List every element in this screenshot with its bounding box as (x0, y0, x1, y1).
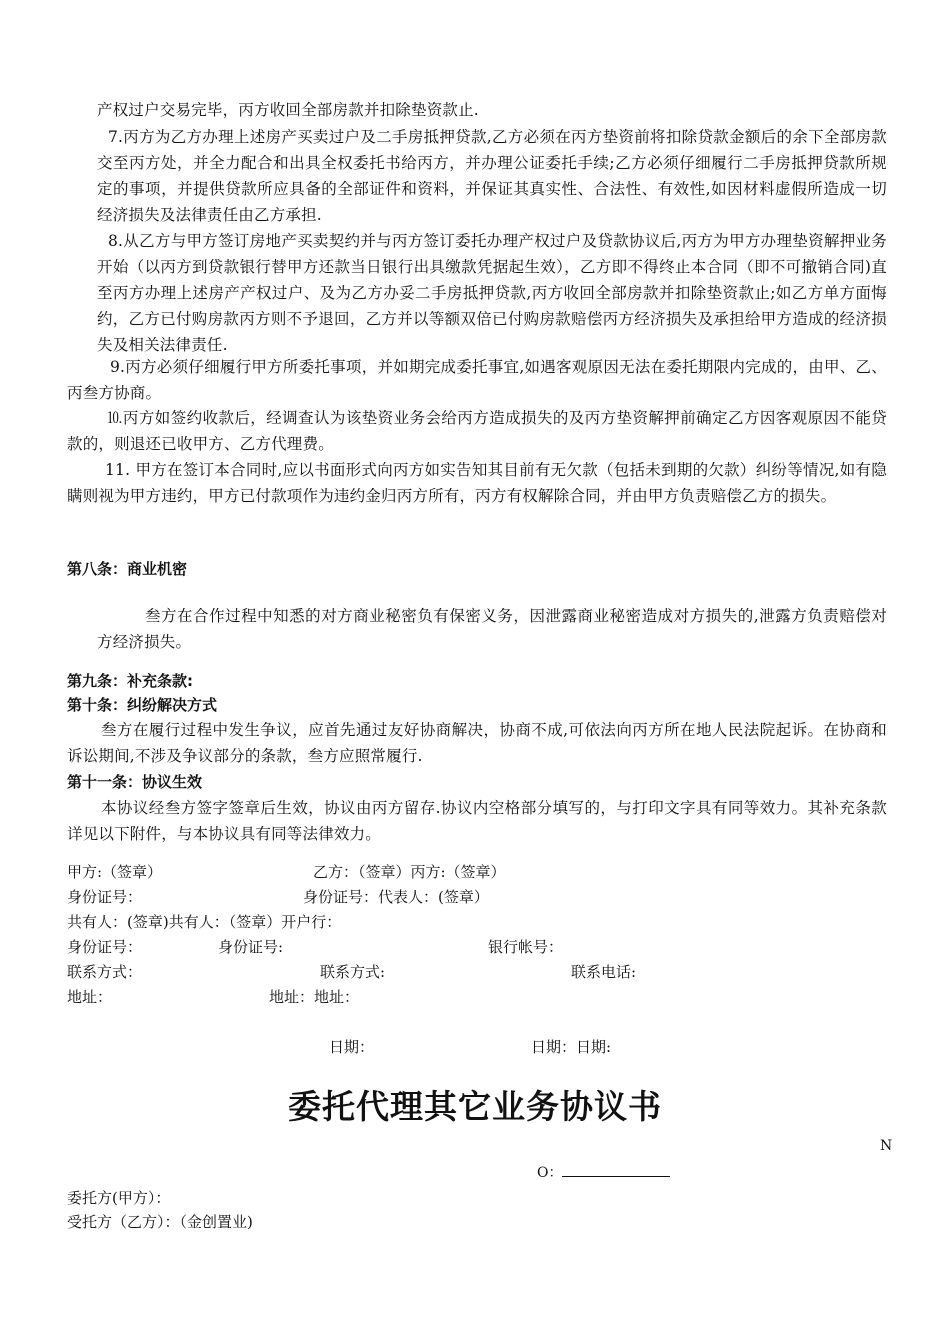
signature-party-a: 甲方:（签章） (67, 863, 163, 881)
contact-phone: 联系电话: (571, 963, 637, 981)
article-10-heading: 第十条：纠纷解决方式 (67, 696, 218, 714)
id-number-co-owner-2: 身份证号: (218, 938, 284, 956)
article-10-text: 叁方在履行过程中发生争议，应首先通过友好协商解决，协商不成,可依法向丙方所在地人民法院起诉。在协商和诉讼期间,不涉及争议部分的条款，叁方应照常履行. (67, 721, 887, 765)
bank-account: 银行帐号： (488, 938, 564, 956)
article-8-heading: 第八条：商业机密 (67, 560, 188, 578)
document-number-label: O： (537, 1165, 563, 1181)
document-number-blank (562, 1162, 670, 1177)
id-number-co-owner-1: 身份证号： (67, 938, 143, 956)
agent-party: 受托方（乙方）：（金创置业) (67, 1213, 253, 1231)
article-11-heading: 第十一条：协议生效 (67, 773, 203, 791)
address-1: 地址： (67, 988, 113, 1006)
principal-party: 委托方(甲方）： (67, 1189, 171, 1207)
document-number (537, 1162, 670, 1183)
agreement-title: 委托代理其它业务协议书 (288, 1087, 662, 1126)
date-1: 日期： (329, 1038, 375, 1056)
article-8-text: 叁方在合作过程中知悉的对方商业秘密负有保密义务，因泄露商业秘密造成对方损失的,泄露方负责赔偿对方经济损失。 (97, 607, 887, 651)
article-11-text: 本协议经叁方签字签章后生效，协议由丙方留存.协议内空格部分填写的，与打印文字具有同等效力。其补充条款详见以下附件，与本协议具有同等法律效力。 (67, 799, 887, 843)
address-2: 地址：地址： (269, 988, 360, 1006)
paragraph-9: 9.丙方必须仔细履行甲方所委托事项，并如期完成委托事宜,如遇客观原因无法在委托期限内完成的，由甲、乙、丙叁方协商。 (67, 358, 887, 402)
paragraph-8: 8.从乙方与甲方签订房地产买卖契约并与丙方签订委托办理产权过户及贷款协议后,丙方为甲方办理垫资解押业务开始（以丙方到贷款银行替甲方还款当日银行出具缴款凭据起生效），乙方即不得终止本合同（即不可撤销合同)直至丙方办理上述房产产权过户、及为乙方办妥二手房抵押贷款,丙方收回全部房款并扣除垫资款止;如乙方单方面悔约，乙方已付购房款丙方则不予退回，乙方并以等额双倍已付购房款赔偿丙方经济损失及承担给甲方造成的经济损失及相关法律责任. (97, 232, 887, 354)
paragraph-10: ⒑丙方如签约收款后，经调查认为该垫资业务会给丙方造成损失的及丙方垫资解押前确定乙方因客观原因不能贷款的，则退还已收甲方、乙方代理费。 (67, 409, 887, 453)
id-number-b-representative: 身份证号：代表人：(签章） (303, 888, 489, 906)
contact-2: 联系方式: (320, 963, 386, 981)
co-owners-bank: 共有人：(签章)共有人：（签章）开户行： (67, 913, 342, 931)
signature-party-b-c: 乙方：（签章）丙方:（签章） (313, 863, 506, 881)
paragraph-7: 7.丙方为乙方办理上述房产买卖过户及二手房抵押贷款,乙方必须在丙方垫资前将扣除贷款金额后的余下全部房款交至丙方处，并全力配合和出具全权委托书给丙方，并办理公证委托手续;乙方必须仔细履行二手房抵押贷款所规定的事项，并提供贷款所应具备的全部证件和资料，并保证其真实性、合法性、有效性,如因材料虚假所造成一切经济损失及法律责任由乙方承担. (97, 128, 887, 224)
contact-1: 联系方式： (67, 963, 143, 981)
id-number-a: 身份证号： (67, 888, 143, 906)
document-number-prefix: N (880, 1138, 893, 1154)
date-2: 日期：日期: (531, 1038, 612, 1056)
article-9-heading: 第九条：补充条款: (67, 672, 193, 690)
paragraph-6-continuation: 产权过户交易完毕，丙方收回全部房款并扣除垫资款止. (97, 101, 479, 119)
paragraph-11: 11. 甲方在签订本合同时,应以书面形式向丙方如实告知其目前有无欠款（包括未到期的欠款）纠纷等情况,如有隐瞒则视为甲方违约，甲方已付款项作为违约金归丙方所有，丙方有权解除合同，并由甲方负责赔偿乙方的损失。 (67, 461, 887, 505)
